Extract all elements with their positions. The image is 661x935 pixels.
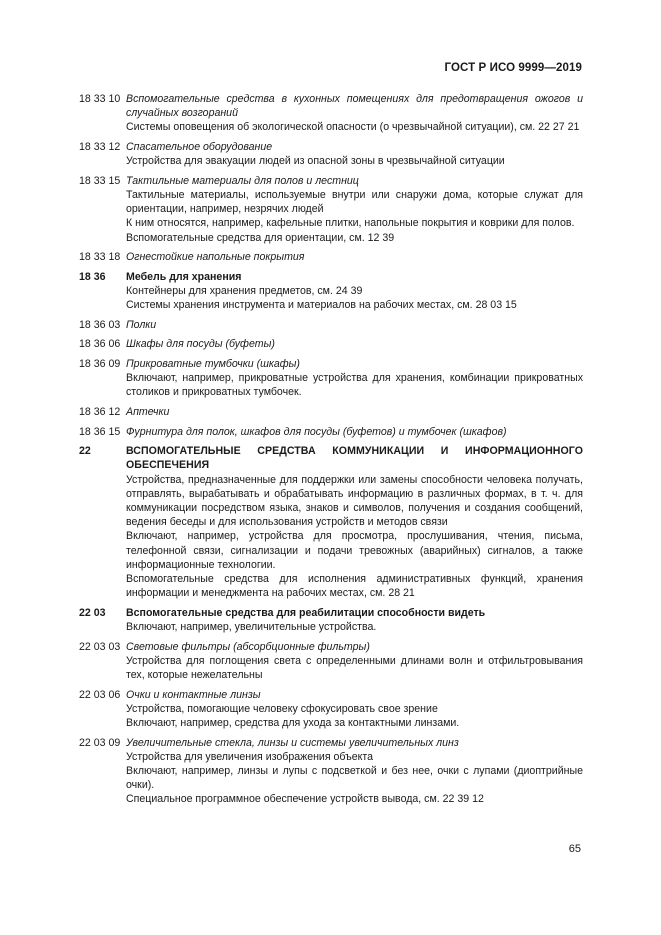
entry-18-36 [79,270,583,313]
entry-code: 18 36 [79,270,106,283]
entry-title: Вспомогательные средства для реабилитации способности видеть [126,606,486,619]
entry-22 [79,444,583,600]
entry-title: Прикроватные тумбочки (шкафы) [126,357,300,370]
entry-title: Мебель для хранения [126,270,242,283]
entry-title: Тактильные материалы для полов и лестниц [126,174,359,187]
entry-desc: Включают, например, линзы и лупы с подсветкой и без нее, очки с лупами (диоптрийные очки). [126,765,583,792]
entry-18-33-18 [79,250,583,264]
entry-code: 22 03 06 [79,688,121,701]
entry-18-33-10 [79,92,583,135]
entry-desc: Вспомогательные средства для ориентации, см. 12 39 [126,231,395,244]
entry-22-03-06 [79,688,583,731]
entry-desc: Вспомогательные средства для исполнения административных функций, хранения информации и менеджмента на рабочих местах, см. 28 21 [126,573,583,600]
entry-desc: Тактильные материалы, используемые внутри или снаружи дома, которые служат для ориентации, например, незрячих людей [126,189,583,216]
entry-code: 18 36 06 [79,338,121,351]
entry-desc: Системы оповещения об экологической опасности (о чрезвычайной ситуации), см. 22 27 21 [126,121,580,134]
entry-title: Очки и контактные линзы [126,688,261,701]
entry-desc: Включают, например, средства для ухода за контактными линзами. [126,717,460,729]
entry-code: 22 03 03 [79,640,121,653]
entry-desc: Устройства для увеличения изображения объекта [126,750,374,763]
entry-desc: Включают, например, увеличительные устройства. [126,621,377,633]
entry-desc: К ним относятся, например, кафельные плитки, напольные покрытия и коврики для полов. [126,217,575,230]
entry-code: 22 03 09 [79,736,121,749]
entry-desc: Включают, например, устройства для просмотра, прослушивания, чтения, письма, телефонной связи, сигнализации и подачи тревожных (аварийных) сигналов, а также информационные технологии. [126,530,583,571]
entry-18-36-09 [79,357,583,400]
entry-desc: Устройства для поглощения света с определенными длинами волн и отфильтровывания тех, которые нежелательны [126,654,583,681]
entry-code: 18 36 09 [79,357,121,370]
entry-title: Вспомогательные средства в кухонных помещениях для предотвращения ожогов и случайных возгораний [126,93,583,120]
entry-22-03 [79,606,583,634]
entry-title: Аптечки [126,405,170,418]
entry-desc: Устройства, предназначенные для поддержки или замены способности человека получать, отправлять, вырабатывать и обрабатывать информацию в различных формах, в т. ч. для коммуникации посредством языка, знаков и символов, получения и создания сообщений, ведения беседы и для использования устройств и методов связи [126,473,583,529]
entry-18-36-12 [79,405,583,419]
entry-18-33-15 [79,174,583,245]
entry-desc: Системы хранения инструмента и материалов на рабочих местах, см. 28 03 15 [126,299,517,312]
entry-18-33-12 [79,140,583,168]
entry-code: 22 [79,445,91,458]
entry-title: ВСПОМОГАТЕЛЬНЫЕ СРЕДСТВА КОММУНИКАЦИИ И ИНФОРМАЦИОННОГО ОБЕСПЕЧЕНИЯ [126,445,583,472]
entry-title: Шкафы для посуды (буфеты) [126,338,275,351]
entry-title: Спасательное оборудование [126,141,273,153]
entry-code: 18 36 12 [79,405,121,418]
entry-code: 18 36 03 [79,318,121,331]
standard-header: ГОСТ Р ИСО 9999—2019 [444,62,582,74]
entry-desc: Контейнеры для хранения предметов, см. 24 39 [126,285,363,297]
entry-code: 18 36 15 [79,425,121,438]
entry-code: 18 33 15 [79,174,121,187]
classification-list [79,92,583,812]
entry-22-03-03 [79,640,583,683]
entry-18-36-03 [79,318,583,332]
page-number: 65 [568,843,581,855]
entry-title: Световые фильтры (абсорбционные фильтры) [126,640,370,653]
entry-title: Полки [126,318,157,331]
entry-desc: Включают, например, прикроватные устройства для хранения, комбинации прикроватных столиков и прикроватных тумбочек. [126,372,583,399]
entry-code: 18 33 12 [79,141,121,153]
entry-code: 18 33 18 [79,251,121,264]
entry-title: Фурнитура для полок, шкафов для посуды (буфетов) и тумбочек (шкафов) [126,425,507,438]
entry-title: Огнестойкие напольные покрытия [126,251,305,264]
entry-18-36-15 [79,425,583,439]
entry-code: 18 33 10 [79,93,121,105]
entry-title: Увеличительные стекла, линзы и системы увеличительных линз [126,736,459,749]
entry-22-03-09 [79,736,583,807]
entry-18-36-06 [79,337,583,351]
entry-desc: Специальное программное обеспечение устройств вывода, см. 22 39 12 [126,793,484,806]
entry-desc: Устройства, помогающие человеку сфокусировать свое зрение [126,702,438,715]
entry-desc: Устройства для эвакуации людей из опасной зоны в чрезвычайной ситуации [126,155,505,168]
entry-code: 22 03 [79,606,106,619]
